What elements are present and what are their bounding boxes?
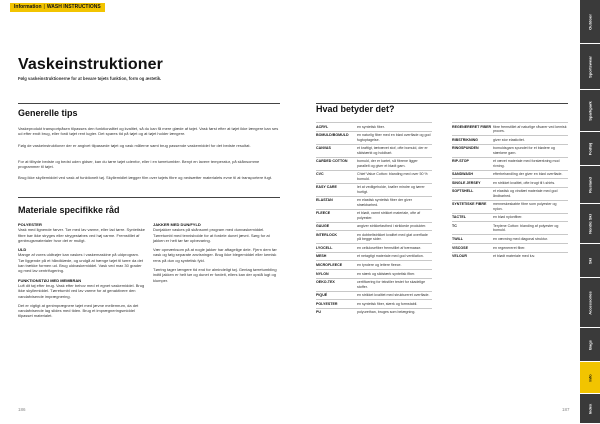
glossary-term: CVC [316,172,324,177]
glossary-row [316,131,432,144]
glossary-term: RIP-STOP [452,159,469,164]
material-text: Det er vigtigt at genimprægnere tøjet med jævne mellemrum, da det vandafvisende lag slides med tiden. Brug et imprægneringsmiddel tilpasset materialet. [18,302,139,319]
tab-fodtøj[interactable] [580,132,600,166]
glossary-definition: bomuldsgarn spundet for et blødere og stærkere garn. [493,146,555,155]
tab-label: Bags [587,339,593,350]
tab-label: Outdoor [587,13,593,30]
glossary-term: CARDED COTTON [316,159,348,164]
glossary-row [316,269,432,278]
tab-label: Sparkpark [587,100,593,121]
glossary-definition: menneskeskabte fibre som polyester og nylon. [493,202,557,211]
glossary-definition: et kraftigt, tætvævet stof, ofte bomuld, der er slidstærkt og holdbart. [357,146,428,155]
glossary-column-b [452,122,568,260]
tab-label: Nordic Ski [587,213,593,234]
glossary-definition: fibre fremstillet af naturlige råvarer ved kemisk proces. [493,124,567,133]
glossary-row [452,234,568,243]
glossary-row [452,213,568,222]
glossary-row [316,299,432,308]
material-text: Dunjakker vaskes på skånsomt program med dunvaskemiddel. Tørretumbl med tennisbolde for at fordele dunet jævnt. Sørg for at jakken er helt tør før opbevaring. [153,227,270,243]
glossary-term: GAUGE [316,224,330,229]
section-tabs [580,0,600,424]
tab-label: Rusland [587,176,593,193]
glossary-definition: en regenereret fiber. [493,245,526,250]
glossary-row [316,183,432,196]
glossary-definition: et blødt, varmt strikket materiale, ofte af polyester. [357,211,421,220]
material-heading: POLYESTER [18,222,42,227]
tab-index[interactable] [580,394,600,424]
glossary-term: LYOCELL [316,245,333,250]
glossary-row [316,196,432,209]
glossary-term: VISCOSE [452,245,468,250]
glossary-definition: en naturlig fiber med en blød overflade og god fugtoptagelse. [357,133,431,142]
general-paragraph: Brug ikke skyllemiddel ved vask af funktionelt tøj. Skyllemidlet lægger film over tøjets fibre og nedsætter materialets evne til at transportere fugt. [18,175,273,180]
tab-ski[interactable] [580,244,600,278]
tab-outdoor[interactable] [580,0,600,44]
glossary-row [316,144,432,157]
glossary-row [316,243,432,252]
glossary-term: PU [316,310,321,315]
glossary-term: MESH [316,254,327,259]
general-paragraph: For at tilbyde bedste og bedst uden gidser, kan du tørre tøjet udenfor, eller i en tørretumbler. Benyt en lavere temperatur, på skånsomme programmer til tøjet. [18,159,260,170]
glossary-definition: en cellulosefiber fremstillet af træmasse. [357,245,422,250]
glossary-row [316,222,432,231]
glossary-row [452,221,568,234]
page-number-left: 186 [18,407,26,412]
glossary-definition: efterbehandling der giver en blød overflade. [493,172,563,177]
tab-label: Index [587,403,593,414]
header-subsection: WASH INSTRUCTIONS [46,4,101,10]
glossary-definition: Chief Value Cotton: blanding med over 50 % bomuld. [357,172,428,181]
glossary-term: ELASTAN [316,198,333,203]
glossary-column-a [316,122,432,316]
glossary-definition: en syntetisk fiber, stærk og formstabil. [357,301,418,306]
glossary-definition: certificering for tekstiler testet for skadelige stoffer. [357,280,426,289]
glossary-term: OEKO-TEX [316,280,335,285]
glossary-row [316,278,432,291]
glossary-term: TACTEL [452,215,466,220]
tab-sportswear[interactable] [580,44,600,90]
tab-accessories[interactable] [580,278,600,328]
page-number-right: 187 [562,407,570,412]
tab-bags[interactable] [580,328,600,362]
glossary-term: SANDWASH [452,172,473,177]
glossary-row [316,252,432,261]
tab-label: Fodtøj [587,142,593,155]
material-heading: ULD [18,247,27,253]
general-paragraph: Følg de vaskeinstruktioner der er angivet tilpassede tøjet og vask målerne samt brug passende vaskemiddel for det bedste resultat. [18,143,251,148]
page-subtitle: Følg vaskeinstruktionerne for at bevare tøjets funktion, form og æstetik. [18,76,162,81]
glossary-definition: en strikket kvalitet, ofte brugt til t-shirts. [493,180,556,185]
divider [18,103,280,104]
glossary-term: SYNTETISKE FIBRE [452,202,487,207]
glossary-term: POLYESTER [316,301,338,306]
glossary-row [452,187,568,200]
tab-label: Accessories [587,290,593,315]
glossary-definition: et vævet materiale med forstærkning mod rivning. [493,159,560,168]
glossary-definition: angiver strikkefasthed i strikkede produkter. [357,224,427,229]
glossary-row [452,122,568,135]
glossary-row [452,252,568,261]
glossary-definition: let at vedligeholde, krøller mindre og tørrer hurtigt. [357,185,425,194]
glossary-row [316,170,432,183]
tab-nordic-ski[interactable] [580,204,600,244]
general-paragraph: Vaskeprodukt transportpåsen tilpasses den funktionalitet og kvalitet, så du kan få mere glæde af tøjet. Vask først efter at tøjet ikke længere kan ses ud efter endt brug, eller fordi tøjet rent lugter. Det spares tid på tøjet og at tøjet holder længere. [18,126,279,137]
glossary-definition: polyurethan, bruges som belægning. [357,310,416,315]
glossary-term: VELOUR [452,254,467,259]
glossary-definition: Terylene Cotton: blanding af polyester og bomuld. [493,223,559,233]
material-text: Luft dit tøj efter brug. Vask efter behov med et egnet vaskemiddel. Brug ikke skyllemiddel. Tørretumbl ved lav varme for at genaktivere den vandafvisende imprægnering. [18,282,145,299]
glossary-row [452,243,568,252]
glossary-row [452,157,568,170]
glossary-term: SOFTSHELL [452,189,474,194]
material-text: Mange af vores uldtrøjer kan vaskes i vaskemaskine på uldprogram. Tør liggende på et håndklæde, og undgå at hænge tøjet til tørre da det kan trække formen ud. Brug uldvaskemiddel. Vask ved max 30 grader og med lav centrifugering. [18,252,143,274]
glossary-term: TWILL [452,236,463,241]
materials-column-1 [18,222,146,323]
glossary-term: SINGLE JERSEY [452,180,481,185]
glossary-term: ACRYL [316,124,329,129]
glossary-row [452,200,568,213]
section-header-tag [10,3,105,12]
glossary-row [316,209,432,222]
tab-info[interactable] [580,362,600,394]
header-section: Information [14,4,42,10]
tab-label: Sportswear [587,55,593,78]
glossary-definition: en strikket kvalitet med struktureret overflade. [357,293,430,298]
glossary-definition: en vævning med diagonal struktur. [493,236,548,241]
glossary-row [316,291,432,300]
glossary-row [316,157,432,170]
glossary-term: INTERLOCK [316,232,337,237]
materials-title: Materiale specifikke råd [18,205,120,215]
glossary-row [316,260,432,269]
glossary-definition: en syntetisk fiber. [357,124,385,129]
glossary-definition: et netagtigt materiale med god ventilation. [357,254,424,259]
glossary-term: TC [452,223,457,228]
glossary-definition: giver stor elasticitet. [493,137,525,142]
material-text: Vask med lignende farver. Tør med lav varme, eller lad tørre. Syntetiske fibre bør ikke stryges eller strygestøbes ved høj varme. Fremstillet af genbrugsmaterialer hvor det er muligt. [18,227,146,243]
glossary-definition: et elastisk og vindtæt materiale med god åndbarhed. [493,189,558,198]
glossary-title: Hvad betyder det? [316,104,395,114]
right-page [300,0,580,424]
glossary-definition: en dobbeltstrikket kvalitet med glat overflade på begge sider. [357,232,428,242]
glossary-definition: en elastisk syntetisk fiber der giver strækbarhed. [357,198,412,207]
glossary-row [452,144,568,157]
glossary-definition: bomuld, der er kartet, så fibrene ligger parallelt og giver et blødt garn. [357,159,418,168]
glossary-term: REGENERERET FIBER [452,124,492,129]
page-title: Vaskeinstruktioner [18,56,163,73]
material-heading: FUNKTIONSTØJ MED MEMBRAN [18,277,82,283]
tab-sparkpark[interactable] [580,90,600,132]
header-separator: | [43,4,45,10]
materials-column-2 [153,222,280,287]
material-text: Tørring tager længere tid end for almindeligt tøj. Gentag tørretumbling indtil jakken er helt tør og dunet er fordelt, ellers kan der opstå lugt og klumper. [153,267,277,283]
glossary-term: RIBSTRIKNING [452,137,478,142]
glossary-definition: en tyndere og lettere fleece. [357,262,402,267]
glossary-term: MICROFLEECE [316,262,343,267]
glossary-definition: en blød nylonfiber. [493,215,523,220]
glossary-term: CANVAS [316,146,331,151]
tab-label: Ski [587,257,593,264]
general-tips-title: Generelle tips [18,108,78,118]
glossary-term: BOMULD/BOMULD [316,133,349,138]
glossary-term: FLEECE [316,211,331,216]
glossary-row [316,308,432,317]
glossary-term: NYLON [316,271,329,276]
glossary-term: EASY CARE [316,185,337,190]
material-heading: JAKKER MED DUN/FYLD [153,222,201,227]
glossary-term: RINGSPUNDEN [452,146,479,151]
glossary-row [452,135,568,144]
glossary-row [452,178,568,187]
material-text: Vær opmærksom på at nogle jakker har aftagelige dele. Fjern dem før vask og følg separate anvisninger. Brug ikke blegemiddel eller kemisk rens på dun og syntetisk fyld. [153,247,277,263]
tab-rusland[interactable] [580,166,600,204]
glossary-term: PIQUÉ [316,293,328,298]
tab-label: Info [587,373,593,382]
glossary-row [452,170,568,179]
glossary-row [316,230,432,243]
glossary-definition: en stærk og slidstærk syntetisk fiber. [357,271,416,276]
glossary-definition: et blødt materiale med luv. [493,254,536,259]
divider [18,197,280,198]
glossary-row [316,122,432,131]
